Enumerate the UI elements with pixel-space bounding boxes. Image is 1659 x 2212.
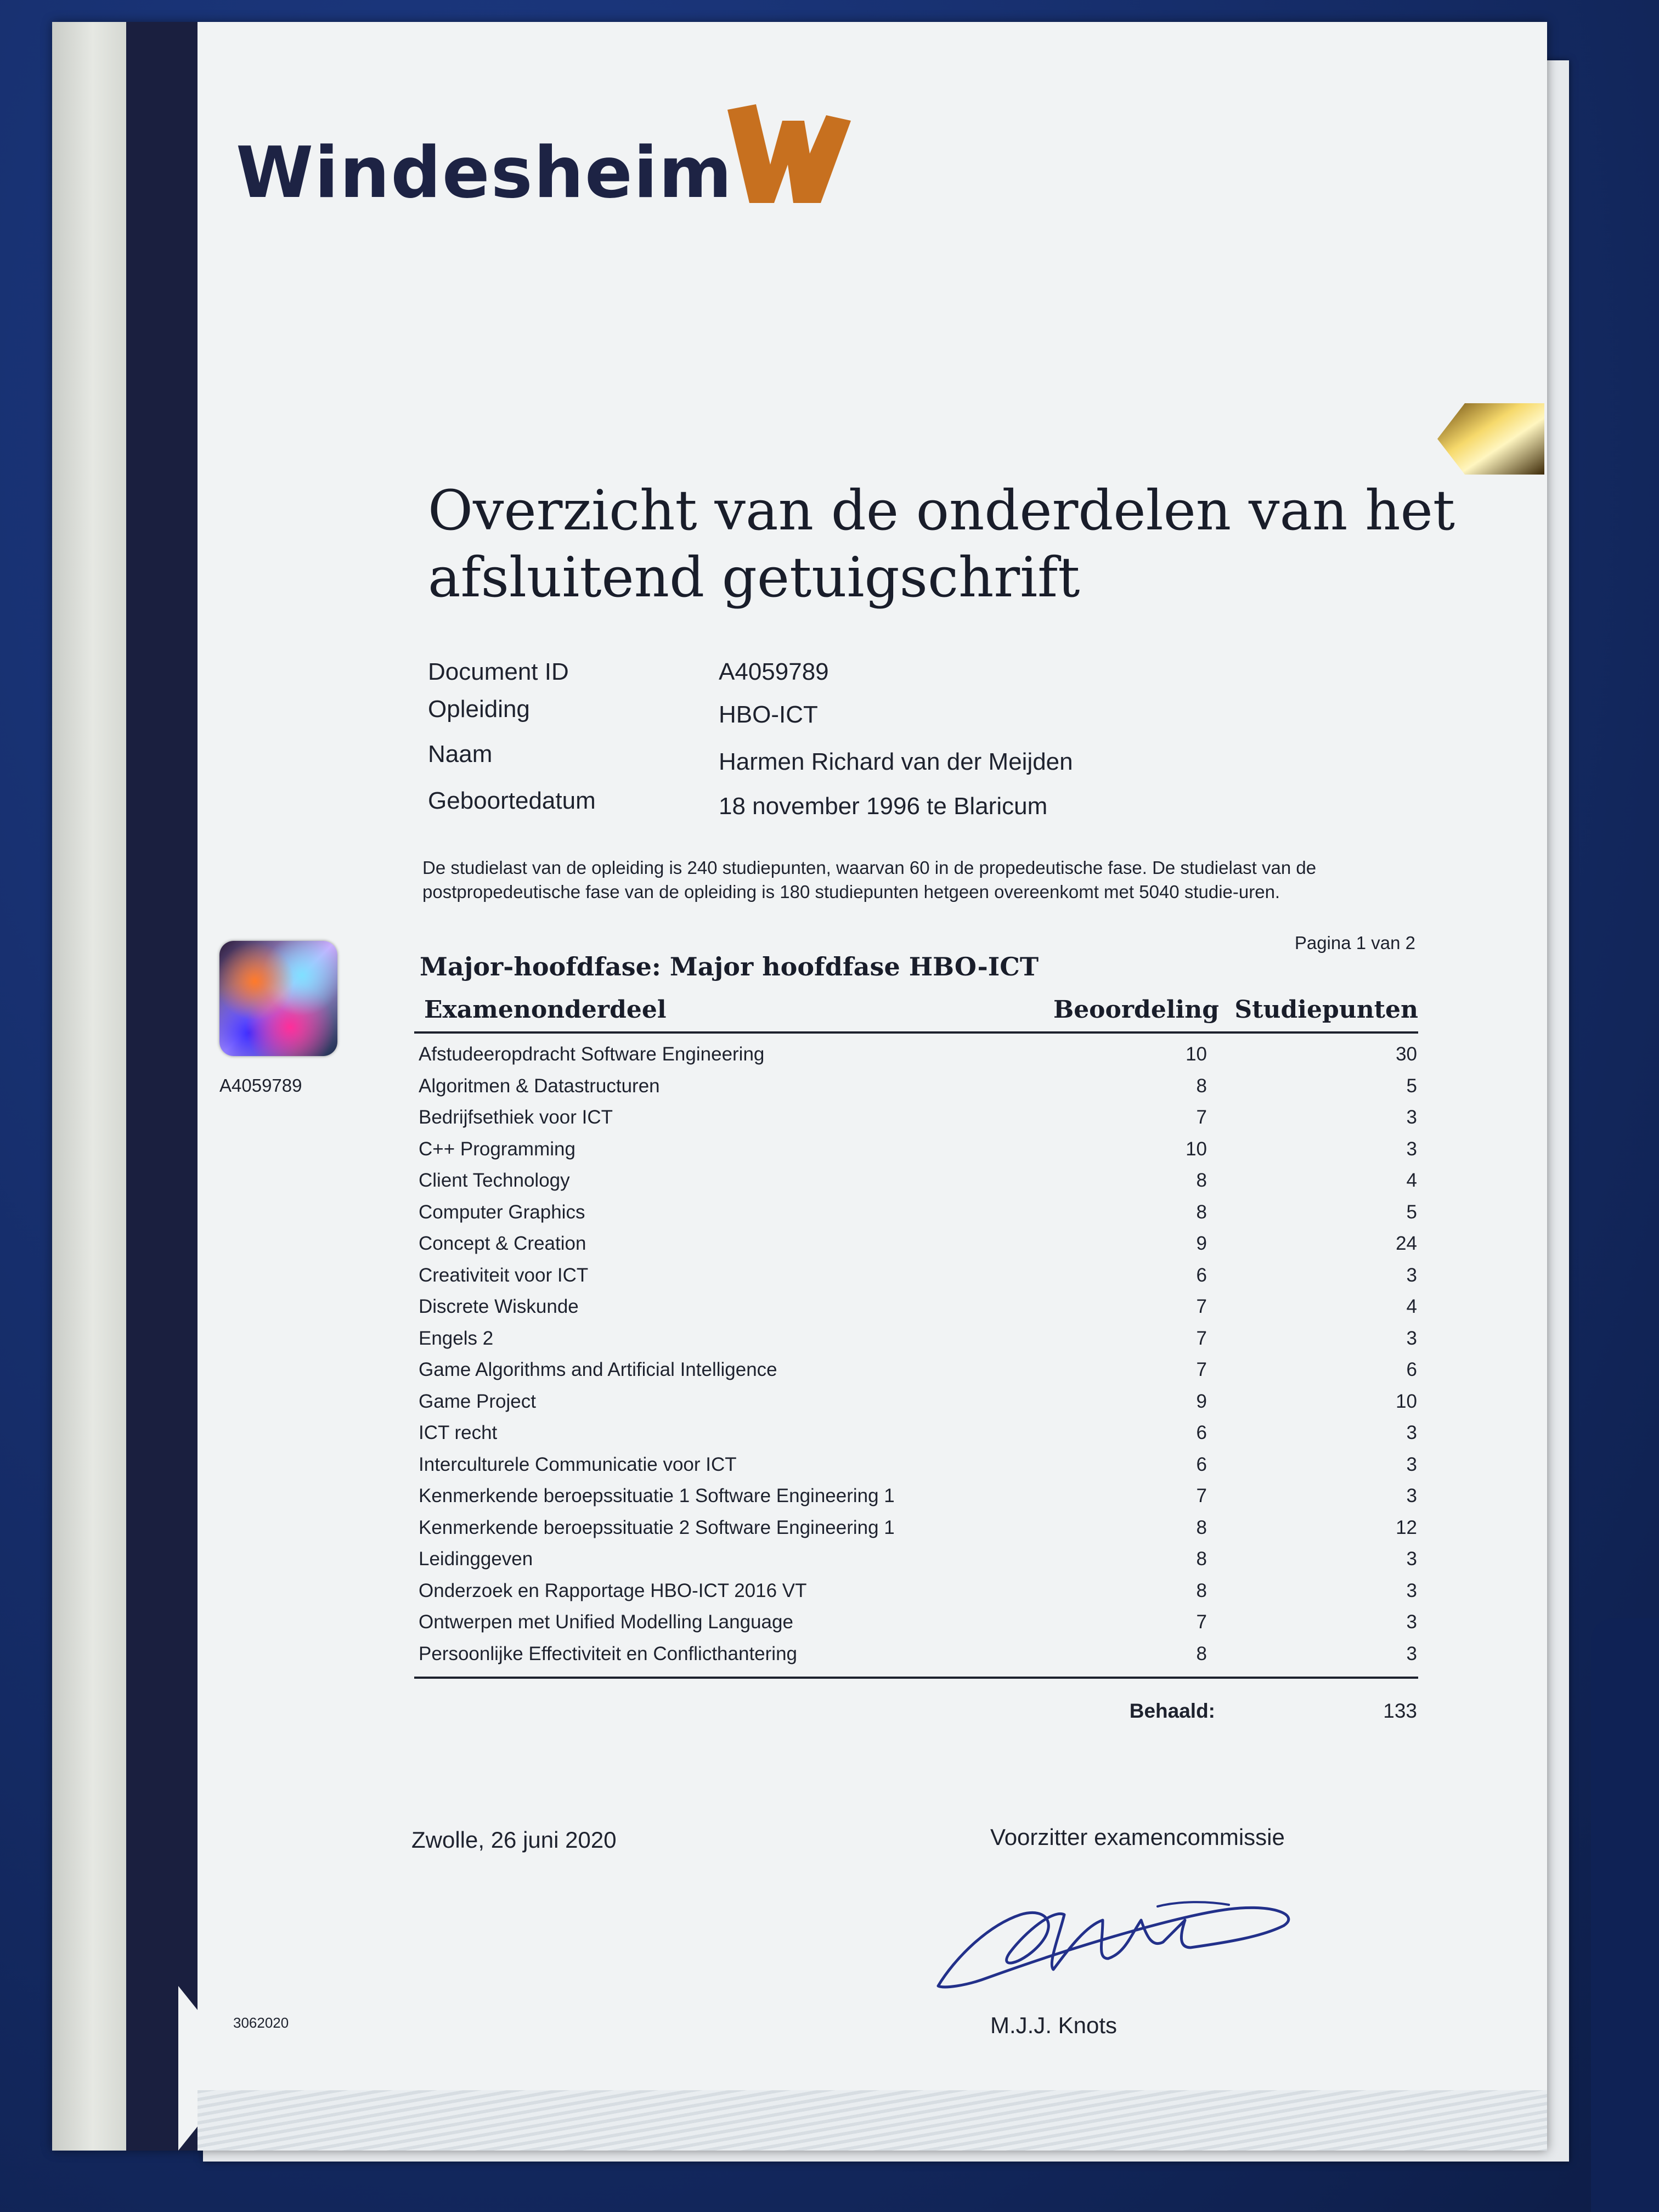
table-row [414,1228,1418,1260]
chair-label: Voorzitter examencommissie [990,1824,1285,1850]
meta-naam [428,741,1073,775]
place-and-date: Zwolle, 26 juni 2020 [411,1827,617,1853]
course-credits: 3 [1406,1548,1417,1570]
course-name: Concept & Creation [419,1233,586,1254]
course-credits: 3 [1406,1327,1417,1349]
table-row [414,1291,1418,1323]
page-binding-stripe-dark [126,22,198,2151]
table-row [414,1639,1418,1671]
course-name: Kenmerkende beroepssituatie 1 Software Engineering 1 [419,1485,895,1506]
course-grade: 8 [1196,1643,1207,1664]
document-code: 3062020 [233,2015,289,2031]
table-row [414,1102,1418,1134]
section-title: Major-hoofdfase: Major hoofdfase HBO-ICT [420,952,1039,981]
table-row [414,1071,1418,1103]
course-grade: 8 [1196,1548,1207,1570]
course-credits: 4 [1406,1296,1417,1317]
course-credits: 3 [1406,1138,1417,1160]
meta-document-id [428,658,829,686]
meta-label: Geboortedatum [428,787,596,814]
table-row [414,1260,1418,1292]
course-grade: 8 [1196,1201,1207,1223]
course-name: Discrete Wiskunde [419,1296,579,1317]
course-name: Game Project [419,1390,536,1412]
course-grade: 6 [1196,1422,1207,1443]
course-grade: 9 [1196,1233,1207,1254]
course-grade: 7 [1196,1485,1207,1506]
course-grade: 8 [1196,1579,1207,1601]
header-examenonderdeel: Examenonderdeel [424,996,667,1024]
course-grade: 9 [1196,1390,1207,1412]
grades-table [414,988,1418,1679]
course-credits: 3 [1406,1422,1417,1443]
table-row [414,1197,1418,1229]
course-name: Kenmerkende beroepssituatie 2 Software Engineering 1 [419,1516,895,1538]
header-beoordeling: Beoordeling [1053,996,1220,1024]
course-name: Bedrijfsethiek voor ICT [419,1107,613,1128]
course-credits: 12 [1396,1516,1417,1538]
table-row [414,1576,1418,1607]
course-name: Client Technology [419,1170,570,1191]
handwritten-signature [922,1876,1306,2002]
course-name: Algoritmen & Datastructuren [419,1075,660,1097]
table-body [414,1034,1418,1679]
total-value: 133 [1383,1700,1417,1722]
meta-label: Naam [428,741,493,768]
meta-value: 18 november 1996 te Blaricum [719,793,1048,820]
course-grade: 7 [1196,1107,1207,1128]
hologram-id: A4059789 [219,1075,302,1096]
course-grade: 7 [1196,1296,1207,1317]
course-grade: 6 [1196,1453,1207,1475]
course-name: Persoonlijke Effectiviteit en Conflicthantering [419,1643,798,1664]
document-title: Overzicht van de onderdelen van het afsluitend getuigschrift [428,478,1455,610]
page-binding-stripe-light [52,22,126,2151]
table-row [414,1039,1418,1071]
course-grade: 10 [1186,1043,1207,1065]
course-credits: 3 [1406,1643,1417,1664]
course-name: ICT recht [419,1422,498,1443]
course-name: Interculturele Communicatie voor ICT [419,1453,737,1475]
course-credits: 6 [1406,1359,1417,1380]
gold-page-tab-icon [1437,403,1544,475]
course-credits: 10 [1396,1390,1417,1412]
windesheim-logo [236,99,854,214]
course-grade: 8 [1196,1075,1207,1097]
course-name: Onderzoek en Rapportage HBO-ICT 2016 VT [419,1579,807,1601]
course-credits: 30 [1396,1043,1417,1065]
course-grade: 10 [1186,1138,1207,1160]
meta-label: Opleiding [428,696,530,723]
course-credits: 3 [1406,1485,1417,1506]
meta-value: Harmen Richard van der Meijden [719,748,1073,775]
course-credits: 3 [1406,1579,1417,1601]
course-credits: 3 [1406,1453,1417,1475]
table-header [414,988,1418,1034]
course-name: Afstudeeropdracht Software Engineering [419,1043,765,1065]
page-number: Pagina 1 van 2 [1294,933,1415,953]
credits-total [414,1700,1418,1733]
logo-wordmark: Windesheim [236,132,733,214]
course-name: Leidinggeven [419,1548,533,1570]
course-credits: 4 [1406,1170,1417,1191]
meta-label: Document ID [428,658,569,685]
course-name: Engels 2 [419,1327,494,1349]
meta-value: A4059789 [719,658,829,685]
total-label: Behaald: [1129,1700,1215,1722]
study-load-paragraph: De studielast van de opleiding is 240 studiepunten, waarvan 60 in de propedeutische fase. De studielast van de postpropedeutische fase van de opleiding is 180 studiepunten hetgeen overeenkomt met 5040 studie-uren. [422,857,1317,902]
course-grade: 6 [1196,1264,1207,1286]
security-wave-pattern [198,2090,1547,2151]
course-name: Creativiteit voor ICT [419,1264,589,1286]
course-credits: 5 [1406,1201,1417,1223]
table-row [414,1513,1418,1544]
course-grade: 8 [1196,1170,1207,1191]
table-row [414,1607,1418,1639]
meta-geboortedatum [428,787,1048,820]
course-credits: 24 [1396,1233,1417,1254]
course-grade: 8 [1196,1516,1207,1538]
course-name: C++ Programming [419,1138,575,1160]
meta-opleiding [428,696,818,728]
course-credits: 3 [1406,1107,1417,1128]
course-credits: 3 [1406,1264,1417,1286]
table-row [414,1481,1418,1513]
table-row [414,1418,1418,1449]
hologram-seal-icon [219,941,337,1056]
table-row [414,1449,1418,1481]
course-grade: 7 [1196,1359,1207,1380]
course-grade: 7 [1196,1611,1207,1633]
course-grade: 7 [1196,1327,1207,1349]
table-row [414,1386,1418,1418]
course-name: Computer Graphics [419,1201,585,1223]
table-row [414,1134,1418,1166]
folder-rim [1591,1618,1659,2212]
meta-value: HBO-ICT [719,701,818,728]
header-studiepunten: Studiepunten [1234,996,1418,1024]
table-row [414,1544,1418,1576]
windesheim-w-logo-icon [722,99,854,208]
signer-name: M.J.J. Knots [990,2012,1118,2038]
table-row [414,1165,1418,1197]
course-credits: 5 [1406,1075,1417,1097]
table-row [414,1355,1418,1386]
table-row [414,1323,1418,1355]
course-name: Game Algorithms and Artificial Intelligence [419,1359,777,1380]
course-name: Ontwerpen met Unified Modelling Language [419,1611,793,1633]
course-credits: 3 [1406,1611,1417,1633]
